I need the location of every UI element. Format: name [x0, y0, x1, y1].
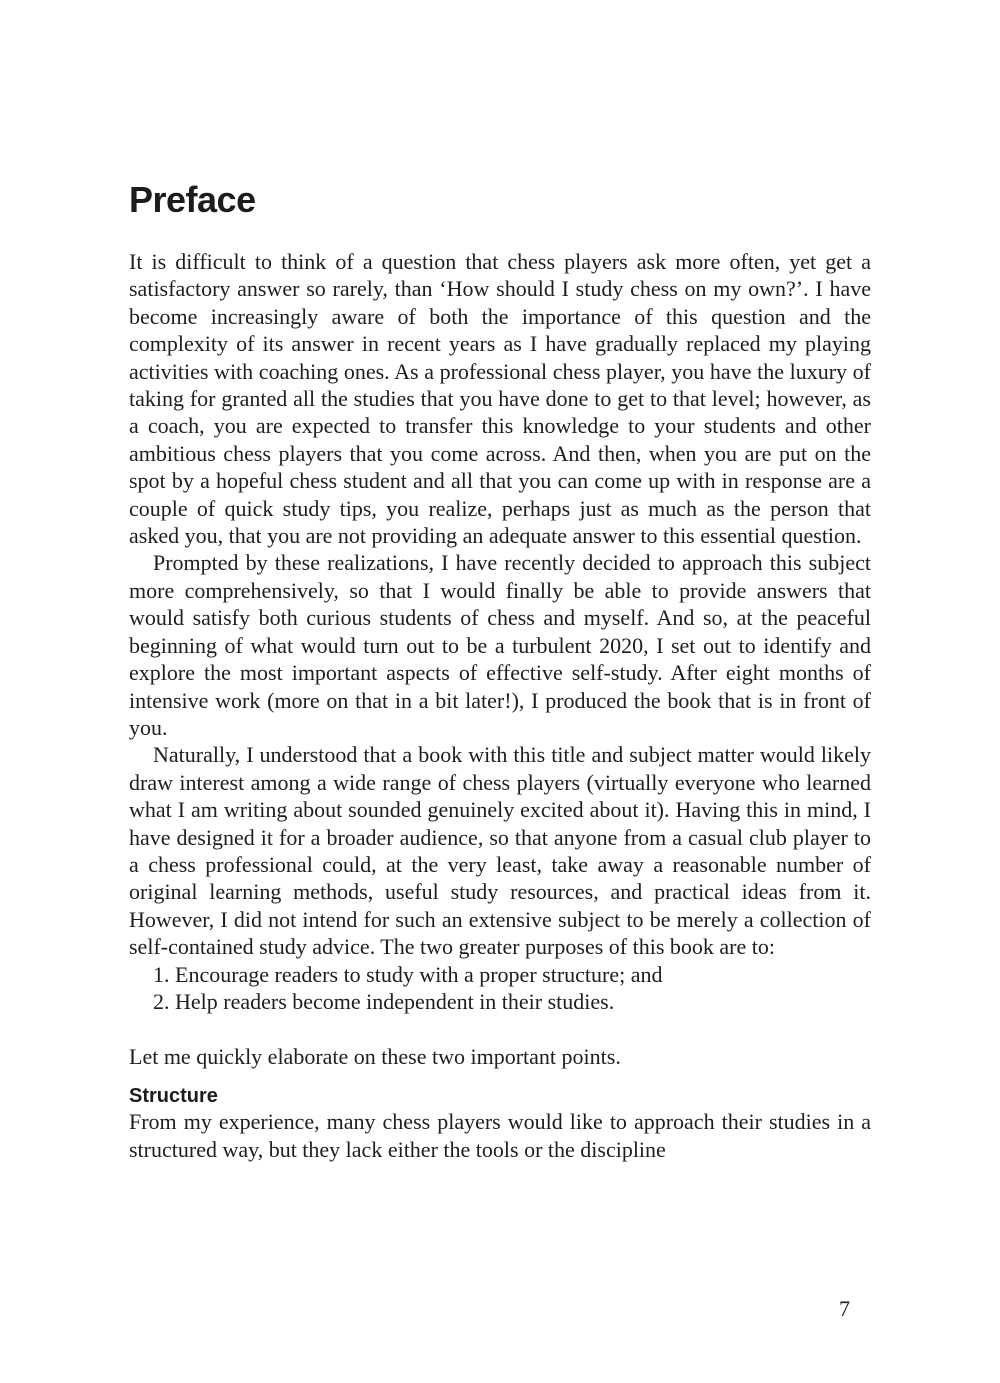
- purposes-list: [129, 961, 871, 1016]
- chapter-title: Preface: [129, 179, 256, 220]
- page-number: 7: [839, 1296, 850, 1321]
- paragraph-1: It is difficult to think of a question that chess players ask more often, yet get a satisfactory answer so rarely, than ‘How should I study chess on my own?’. I have become increasingly aware of both the importance of this question and the complexity of its answer in recent years as I have gradually replaced my playing activities with coaching ones. As a professional chess player, you have the luxury of taking for granted all the studies that you have done to get to that level; however, as a coach, you are expected to transfer this knowledge to your students and other ambitious chess players that you come across. And then, when you are put on the spot by a hopeful chess student and all that you can come up with in response are a couple of quick study tips, you realize, perhaps just as much as the person that asked you, that you are not providing an adequate answer to this essential question.: [129, 249, 871, 549]
- structure-paragraph: From my experience, many chess players would like to approach their studies in a structured way, but they lack either the tools or the discipline: [129, 1109, 871, 1162]
- elaborate-paragraph: Let me quickly elaborate on these two important points.: [129, 1043, 621, 1069]
- paragraph-3: Naturally, I understood that a book with this title and subject matter would likely draw interest among a wide range of chess players (virtually everyone who learned what I am writing about sounded genuinely excited about it). Having this in mind, I have designed it for a broader audience, so that anyone from a casual club player to a chess professional could, at the very least, take away a reasonable number of original learning methods, useful study resources, and practical ideas from it. However, I did not intend for such an extensive subject to be merely a collection of self-contained study advice. The two greater purposes of this book are to:: [129, 742, 871, 960]
- purpose-item-2: 2. Help readers become independent in their studies.: [153, 988, 615, 1014]
- purpose-item-1: 1. Encourage readers to study with a proper structure; and: [153, 961, 663, 987]
- paragraph-2: Prompted by these realizations, I have recently decided to approach this subject more comprehensively, so that I would finally be able to provide answers that would satisfy both curious students of chess and myself. And so, at the peaceful beginning of what would turn out to be a turbulent 2020, I set out to identify and explore the most important aspects of effective self-study. After eight months of intensive work (more on that in a bit later!), I produced the book that is in front of you.: [129, 550, 871, 740]
- section-heading-structure: Structure: [129, 1085, 218, 1108]
- body-text: [129, 248, 871, 1163]
- paragraph-gap: [129, 1015, 871, 1042]
